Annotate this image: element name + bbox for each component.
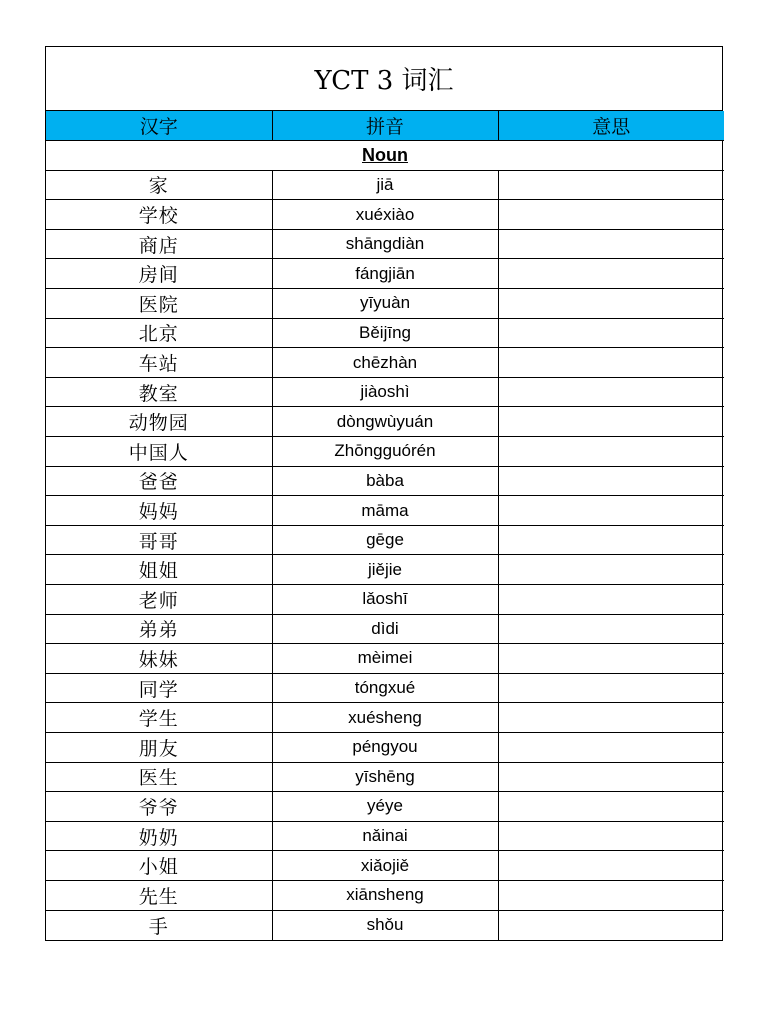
meaning-cell[interactable] [498, 703, 724, 733]
hanzi-cell: 小姐 [46, 851, 272, 881]
hanzi-cell: 中国人 [46, 437, 272, 467]
table-row [46, 673, 724, 703]
hanzi-cell: 医生 [46, 762, 272, 792]
table-row [46, 703, 724, 733]
pinyin-cell: lǎoshī [272, 585, 498, 615]
meaning-cell[interactable] [498, 644, 724, 674]
meaning-cell[interactable] [498, 792, 724, 822]
table-row [46, 732, 724, 762]
pinyin-cell: yīshēng [272, 762, 498, 792]
pinyin-cell: xiānsheng [272, 880, 498, 910]
hanzi-cell: 奶奶 [46, 821, 272, 851]
meaning-cell[interactable] [498, 821, 724, 851]
pinyin-cell: Zhōngguórén [272, 437, 498, 467]
table-row [46, 614, 724, 644]
table-row [46, 496, 724, 526]
header-row [46, 111, 724, 141]
table-row [46, 170, 724, 200]
meaning-cell[interactable] [498, 555, 724, 585]
hanzi-cell: 教室 [46, 377, 272, 407]
pinyin-cell: gēge [272, 525, 498, 555]
pinyin-cell: jiàoshì [272, 377, 498, 407]
page-title: YCT 3 词汇 [46, 47, 722, 111]
pinyin-cell: mèimei [272, 644, 498, 674]
hanzi-cell: 爷爷 [46, 792, 272, 822]
table-row [46, 259, 724, 289]
hanzi-cell: 哥哥 [46, 525, 272, 555]
hanzi-cell: 朋友 [46, 732, 272, 762]
table-row [46, 289, 724, 319]
table-row [46, 437, 724, 467]
meaning-cell[interactable] [498, 348, 724, 378]
meaning-cell[interactable] [498, 910, 724, 940]
table-row [46, 200, 724, 230]
hanzi-cell: 房间 [46, 259, 272, 289]
pinyin-cell: tóngxué [272, 673, 498, 703]
table-row [46, 821, 724, 851]
pinyin-cell: xuésheng [272, 703, 498, 733]
meaning-cell[interactable] [498, 525, 724, 555]
pinyin-cell: shǒu [272, 910, 498, 940]
pinyin-cell: shāngdiàn [272, 229, 498, 259]
column-header-pinyin: 拼音 [272, 111, 498, 141]
hanzi-cell: 动物园 [46, 407, 272, 437]
pinyin-cell: bàba [272, 466, 498, 496]
table-row [46, 851, 724, 881]
table-row [46, 585, 724, 615]
hanzi-cell: 同学 [46, 673, 272, 703]
meaning-cell[interactable] [498, 673, 724, 703]
table-row [46, 910, 724, 940]
meaning-cell[interactable] [498, 229, 724, 259]
section-row [46, 141, 724, 171]
meaning-cell[interactable] [498, 318, 724, 348]
hanzi-cell: 先生 [46, 880, 272, 910]
meaning-cell[interactable] [498, 466, 724, 496]
table-row [46, 792, 724, 822]
hanzi-cell: 姐姐 [46, 555, 272, 585]
pinyin-cell: nǎinai [272, 821, 498, 851]
hanzi-cell: 商店 [46, 229, 272, 259]
table-row [46, 318, 724, 348]
hanzi-cell: 手 [46, 910, 272, 940]
meaning-cell[interactable] [498, 200, 724, 230]
column-header-meaning: 意思 [498, 111, 724, 141]
pinyin-cell: jiā [272, 170, 498, 200]
hanzi-cell: 爸爸 [46, 466, 272, 496]
hanzi-cell: 老师 [46, 585, 272, 615]
table-row [46, 229, 724, 259]
meaning-cell[interactable] [498, 614, 724, 644]
hanzi-cell: 弟弟 [46, 614, 272, 644]
table-row [46, 555, 724, 585]
pinyin-cell: yéye [272, 792, 498, 822]
meaning-cell[interactable] [498, 377, 724, 407]
hanzi-cell: 北京 [46, 318, 272, 348]
meaning-cell[interactable] [498, 289, 724, 319]
pinyin-cell: xiǎojiě [272, 851, 498, 881]
hanzi-cell: 车站 [46, 348, 272, 378]
meaning-cell[interactable] [498, 585, 724, 615]
meaning-cell[interactable] [498, 762, 724, 792]
vocabulary-table [46, 111, 724, 940]
pinyin-cell: péngyou [272, 732, 498, 762]
meaning-cell[interactable] [498, 880, 724, 910]
pinyin-cell: dìdi [272, 614, 498, 644]
pinyin-cell: māma [272, 496, 498, 526]
meaning-cell[interactable] [498, 851, 724, 881]
section-label-noun: Noun [46, 141, 724, 171]
meaning-cell[interactable] [498, 732, 724, 762]
table-row [46, 466, 724, 496]
hanzi-cell: 学生 [46, 703, 272, 733]
pinyin-cell: chēzhàn [272, 348, 498, 378]
meaning-cell[interactable] [498, 259, 724, 289]
pinyin-cell: yīyuàn [272, 289, 498, 319]
pinyin-cell: fángjiān [272, 259, 498, 289]
table-row [46, 377, 724, 407]
meaning-cell[interactable] [498, 407, 724, 437]
meaning-cell[interactable] [498, 437, 724, 467]
pinyin-cell: Běijīng [272, 318, 498, 348]
column-header-hanzi: 汉字 [46, 111, 272, 141]
hanzi-cell: 妹妹 [46, 644, 272, 674]
table-row [46, 348, 724, 378]
hanzi-cell: 家 [46, 170, 272, 200]
hanzi-cell: 学校 [46, 200, 272, 230]
table-row [46, 407, 724, 437]
table-row [46, 762, 724, 792]
meaning-cell[interactable] [498, 170, 724, 200]
meaning-cell[interactable] [498, 496, 724, 526]
pinyin-cell: dòngwùyuán [272, 407, 498, 437]
hanzi-cell: 妈妈 [46, 496, 272, 526]
pinyin-cell: jiějie [272, 555, 498, 585]
table-row [46, 880, 724, 910]
table-row [46, 644, 724, 674]
pinyin-cell: xuéxiào [272, 200, 498, 230]
table-row [46, 525, 724, 555]
hanzi-cell: 医院 [46, 289, 272, 319]
vocabulary-sheet [45, 46, 723, 941]
